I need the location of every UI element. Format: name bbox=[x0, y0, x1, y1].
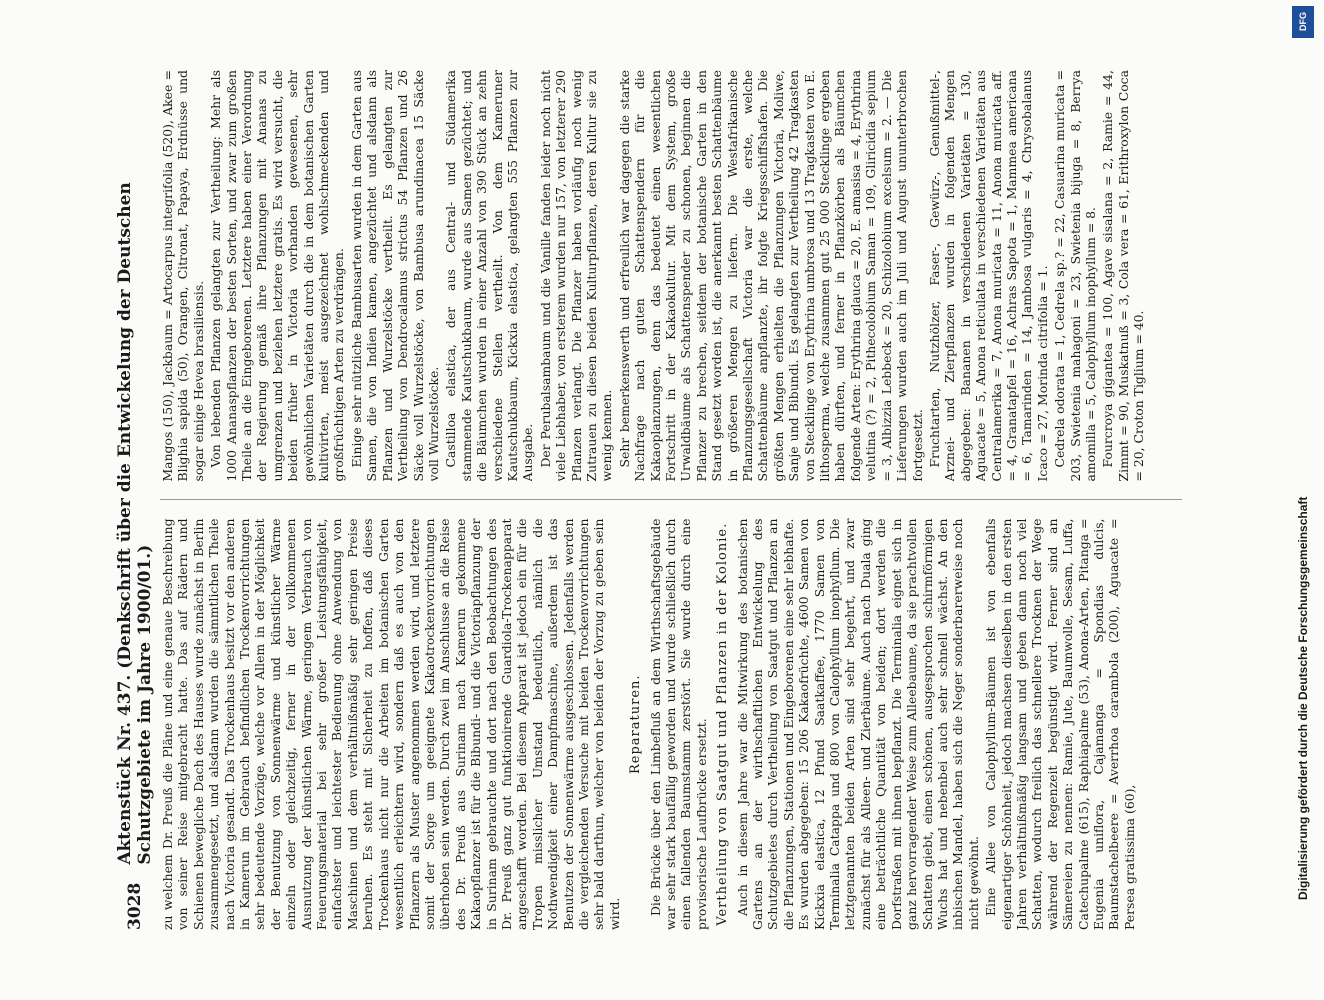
paragraph: Fourcroya gigantea = 100, Agave sisalana = 2, Ramie = 44, Zimmt = 90, Muskatnuß = 3, Cola vera = 61, Erithroxylon Coca = 20, Croton Tiglium = 40. bbox=[1100, 70, 1147, 482]
right-column bbox=[160, 70, 1182, 482]
paragraph: zu welchem Dr. Preuß die Pläne und eine genaue Beschreibung von seiner Reise mitgebracht hatte. Das auf Rädern und Schienen bewegliche Dach des Hauses wurde zunächst in Berlin zusammengesetzt, und alsdann wurden die sämmtlichen Theile nach Victoria gesandt. Das Trockenhaus besitzt vor den anderen in Kamerun im Gebrauch befindlichen Trockenvorrichtungen sehr bedeutende Vorzüge, welche vor Allem in der Möglichkeit der Benutzung von Sonnenwärme und künstlicher Wärme einzeln oder gleichzeitig, ferner in der vollkommenen Ausnutzung der künstlichen Wärme, geringem Verbrauch von Feuerungsmaterial bei sehr großer Leistungsfähigkeit, einfachster und leichtester Bedienung ohne Anwendung von Maschinen und dem verhältnißmäßig sehr geringen Preise beruhen. Es steht mit Sicherheit zu hoffen, daß dieses Trockenhaus nicht nur die Arbeiten im botanischen Garten wesentlich erleichtern wird, sondern daß es auch von den Pflanzern als Muster angenommen werden wird, und letztere somit der Sorge um geeignete Kakaotrockenvorrichtungen überhoben sein werden. Durch zwei im Anschlusse an die Reise des Dr. Preuß aus Surinam nach Kamerun gekommene Kakaopflanzer ist für die Bibundi- und die Victoriapflanzung der in Surinam gebrauchte und dort nach den Beobachtungen des Dr. Preuß ganz gut funktionirende Guardiola-Trockenapparat angeschafft worden. Bei diesem Apparat ist jedoch ein für die Tropen misslicher Umstand bedeutlich, nämlich die Nothwendigkeit einer Dampfmaschine, außerdem ist das Benutzen der Sonnenwärme ausgeschlossen. Jedenfalls werden die vergleichenden Versuche mit beiden Trockenvorrichtungen sehr bald darthun, welcher von beiden der Vorzug zu geben sein wird. bbox=[160, 518, 622, 930]
paragraph: Sehr bemerkenswerth und erfreulich war dagegen die starke Nachfrage nach guten Schattenspendern für die Kakaoplanzungen, denn das bedeutet einen wesentlichen Fortschritt in der Kakaokultur. Mit dem System, große Urwaldbäume als Schattenspender zu schonen, beginnen die Pflanzer zu brechen, seitdem der botanische Garten in den Stand gesetzt worden ist, die anerkannt besten Schattenbäume in größeren Mengen zu liefern. Die Westafrikanische Pflanzungsgesellschaft Victoria war die erste, welche Schattenbäume anpflanzte, ihr folgte Kriegsschiffshafen. Die größten Mengen erhielten die Pflanzungen Victoria, Moliwe, Sanje und Bibundi. Es gelangten zur Vertheilung 42 Tragkasten von Stecklinge von Erythrina umbrosa und 13 Tragkasten von E. lithosperma, welche zusammen gut 25 000 Stecklinge ergeben haben dürften, und ferner in Pflanzkörben als Bäumchen folgende Arten: Erythrina glauca = 20, E. amasisa = 4, Erythrina velutina (?) = 2, Pithecolobium Saman = 109, Gliricidia sepium = 3, Albizzia Lebbeck = 20, Schizolobium excelsum = 2. — Die Lieferungen wurden auch im Juli und August ununterbrochen fortgesetzt. bbox=[616, 70, 925, 482]
paragraph: Die Brücke über den Limbefluß an dem Wirthschaftsgebäude war sehr stark baufällig geworden und wurde schließlich durch einen fallenden Baumstamm zerstört. Sie wurde durch eine provisorische Laufbrücke ersetzt. bbox=[647, 518, 709, 930]
section-heading-vertheilung: Vertheilung von Saatgut und Pflanzen in der Kolonie. bbox=[715, 522, 731, 926]
paragraph: Cedrela odorata = 1, Cedrela sp.? = 22, Casuarina muricata = 203, Swietenia mahagoni = 23, Swietenia bijuga = 8, Berrya amomilla = 5, Calophyllum inophyllum = 8. bbox=[1052, 70, 1098, 482]
paragraph: Fruchtarten, Nutzhölzer, Faser-, Gewürz-, Genußmittel-, Arznei- und Zierpflanzen wurden in folgenden Mengen abgegeben: Bananen in verschiedenen Varietäten = 130, Aguacate = 5, Anona reticulata in verschiedenen Varietäten aus Centralamerika = 7, Anona muricata = 11, Anona muricata aff. = 4, Granatapfel = 16, Achras Sapota = 1, Mammea americana = 6, Tamarinden = 14, Jambosa vulgaris = 4, Chrysobalanus Icaco = 27, Morinda citrifolia = 1. bbox=[926, 70, 1050, 482]
paragraph: Auch in diesem Jahre war die Mitwirkung des botanischen Gartens an der wirthschaftlichen Entwickelung des Schutzgebietes durch Vertheilung von Saatgut und Pflanzen an die Pflanzungen, Stationen und Eingeborenen eine sehr lebhafte. Es wurden abgegeben: 15 206 Kakaofrüchte, 4600 Samen von Kickxia elastica, 12 Pfund Saatkaffee, 1770 Samen von Terminalia Catappa und 800 von Calophyllum inophyllum. Die letztgenannten beiden Arten sind sehr begehrt, und zwar zunächst für als Alleen- und Zierbäume. Auch nach Duala ging eine beträchtliche Quantität von beiden; dort werden die Dorfstraßen mit ihnen bepflanzt. Die Terminalia eignet sich in ganz hervorragender Weise zum Alleebaume, da sie prachtvollen Schatten giebt, einen schönen, ausgesprochen schirmförmigen Wuchs hat und nebenbei auch sehr schnell wächst. An den inbischen Mandel, haben sich die Neger sonderbarerweise noch nicht gewöhnt. bbox=[734, 518, 981, 930]
paragraph: Einige sehr nützliche Bambusarten wurden in dem Garten aus Samen, die von Indien kamen, angezüchtet und alsdann als Pflanzen und Wurzelstöcke vertheilt. Es gelangten zur Vertheilung von Dendrocalamus strictus 54 Pflanzen und 26 Säcke voll Wurzelstöcke, von Bambusa arundinacea 15 Säcke voll Wurzelstöcke. bbox=[348, 70, 441, 482]
paragraph: Der Perubalsambaum und die Vanille fanden leider noch nicht viele Liebhaber, von ersterem wurden nur 157, von letzterer 290 Pflanzen verlangt. Die Pflanzer haben vorläufig noch wenig Zutrauen zu diesen beiden Kulturpflanzen, deren Kultur sie zu wenig kennen. bbox=[537, 70, 615, 482]
page-title: Aktenstück Nr. 437. (Denkschrift über die Entwickelung der Deutschen Schutzgebiete im Jahre 1900/01.) bbox=[115, 182, 155, 865]
document-page bbox=[112, 50, 1192, 950]
left-column bbox=[160, 519, 1182, 931]
paragraph: Castilloa elastica, der aus Central- und Südamerika stammende Kautschukbaum, wurde aus Samen gezüchtet; und die Bäumchen wurden in einer Anzahl von 390 Stück an zehn verschiedene Stellen vertheilt. Von dem Kameruner Kautschukbaum, Kickxia elastica, gelangten 555 Pflanzen zur Ausgabe. bbox=[443, 70, 536, 482]
page-number: 3028 bbox=[125, 882, 145, 930]
paragraph: Von lebenden Pflanzen gelangten zur Vertheilung: Mehr als 1000 Ananaspflanzen der besten Sorten, und zwar zum großen Theile an die Eingeborenen. Letztere haben einer Verordnung der Regierung gemäß ihre Pflanzungen mit Ananas zu umgrenzen und beziehen letztere gratis. Es wird versucht, die beiden früher in Victoria vorhanden gewesenen, sehr gewöhnlichen Varietäten durch die in dem botanischen Garten kultivirten, meist ausgezeichnet wohlschmeckenden und großfrüchtigen Arten zu verdrängen. bbox=[208, 70, 347, 482]
digitization-credit: Digitalisierung gefördert durch die Deutsche Forschungsgemeinschaft bbox=[1296, 496, 1310, 900]
column-divider bbox=[160, 500, 1182, 501]
page-header bbox=[115, 70, 155, 930]
dfg-logo: DFG bbox=[1292, 6, 1314, 38]
paragraph: Mangos (150), Jackbaum = Artocarpus integrifolia (520), Akee = Blighia sapida (50), Orangen, Citronat, Papaya, Erdnüsse und sogar einige Hevea brasiliensis. bbox=[160, 70, 206, 482]
text-columns bbox=[160, 70, 1182, 930]
digitization-footer bbox=[1288, 0, 1324, 1000]
section-heading-reparaturen: Reparaturen. bbox=[628, 674, 644, 775]
paragraph: Eine Allee von Calophyllum-Bäumen ist von ebenfalls eigenartiger Schönheit, jedoch machsen dieselben in den ersten Jahren verhältnißmäßig langsam und geben dann noch viel Schatten, wodurch freilich das schnellere Trocknen der Wege während der Regenzeit begünstigt wird. Ferner sind an Sämereien zu nennen: Ramie, Jute, Baumwolle, Sesam, Luffa, Catechupalme (615), Raphiapalme (53), Anona-Arten, Pitanga = Eugenia uniflora, Cajamanga = Spondias dulcis, Baumstachelbeere = Averrhoa carambola (200), Aguacate = Persea gratissima (60), bbox=[983, 518, 1137, 930]
